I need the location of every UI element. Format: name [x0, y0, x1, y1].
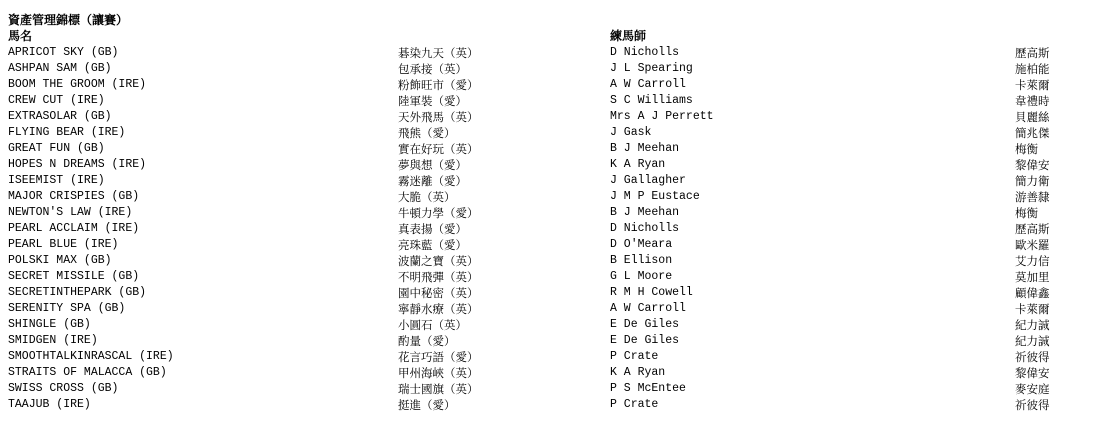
- horse-name: SMOOTHTALKINRASCAL (IRE): [8, 350, 174, 363]
- trainer-name: J L Spearing: [610, 62, 693, 75]
- trainer-chinese-name: 紀力誠: [1015, 318, 1050, 332]
- table-row: [0, 301, 1096, 317]
- table-row: [0, 365, 1096, 381]
- horse-chinese-name: 飛熊（愛）: [398, 126, 456, 140]
- table-row: [0, 349, 1096, 365]
- trainer-name: S C Williams: [610, 94, 693, 107]
- table-row: [0, 221, 1096, 237]
- trainer-name: J Gask: [610, 126, 652, 139]
- trainer-name: K A Ryan: [610, 366, 666, 379]
- horse-name: SERENITY SPA (GB): [8, 302, 126, 315]
- horse-chinese-name: 包承接（英）: [398, 62, 467, 76]
- table-row: [0, 285, 1096, 301]
- horse-name: PEARL ACCLAIM (IRE): [8, 222, 140, 235]
- horse-name: POLSKI MAX (GB): [8, 254, 112, 267]
- table-row: [0, 109, 1096, 125]
- trainer-chinese-name: 韋禮時: [1015, 94, 1050, 108]
- horse-name: FLYING BEAR (IRE): [8, 126, 126, 139]
- horse-chinese-name: 波蘭之寶（英）: [398, 254, 479, 268]
- horse-chinese-name: 小圓石（英）: [398, 318, 467, 332]
- trainer-chinese-name: 施柏能: [1015, 62, 1050, 76]
- horse-name: PEARL BLUE (IRE): [8, 238, 119, 251]
- trainer-chinese-name: 游善隸: [1015, 190, 1050, 204]
- horse-name: SMIDGEN (IRE): [8, 334, 98, 347]
- trainer-chinese-name: 簡兆傑: [1015, 126, 1050, 140]
- horse-name: GREAT FUN (GB): [8, 142, 105, 155]
- trainer-chinese-name: 黎偉安: [1015, 366, 1050, 380]
- table-row: [0, 157, 1096, 173]
- table-row: [0, 253, 1096, 269]
- trainer-name: D Nicholls: [610, 222, 680, 235]
- trainer-column-header: 練馬師: [610, 29, 647, 43]
- trainer-chinese-name: 歷高斯: [1015, 222, 1050, 236]
- horse-name: SWISS CROSS (GB): [8, 382, 119, 395]
- table-row: [0, 397, 1096, 413]
- horse-name: TAAJUB (IRE): [8, 398, 91, 411]
- trainer-chinese-name: 歷高斯: [1015, 46, 1050, 60]
- table-row: [0, 45, 1096, 61]
- trainer-name: R M H Cowell: [610, 286, 693, 299]
- table-row: [0, 173, 1096, 189]
- trainer-name: J Gallagher: [610, 174, 686, 187]
- table-row: [0, 317, 1096, 333]
- table-row: [0, 237, 1096, 253]
- horse-chinese-name: 天外飛馬（英）: [398, 110, 479, 124]
- trainer-chinese-name: 卡萊爾: [1015, 302, 1050, 316]
- trainer-name: E De Giles: [610, 334, 680, 347]
- table-row: [0, 77, 1096, 93]
- trainer-chinese-name: 歐米羅: [1015, 238, 1050, 252]
- horse-name: SHINGLE (GB): [8, 318, 91, 331]
- horse-chinese-name: 實在好玩（英）: [398, 142, 479, 156]
- trainer-name: E De Giles: [610, 318, 680, 331]
- trainer-chinese-name: 黎偉安: [1015, 158, 1050, 172]
- horse-chinese-name: 陸軍裝（愛）: [398, 94, 467, 108]
- trainer-chinese-name: 梅衡: [1015, 206, 1038, 220]
- table-row: [0, 269, 1096, 285]
- horse-chinese-name: 牛頓力學（愛）: [398, 206, 479, 220]
- horse-chinese-name: 亮珠藍（愛）: [398, 238, 467, 252]
- horse-name: APRICOT SKY (GB): [8, 46, 119, 59]
- trainer-name: P Crate: [610, 350, 659, 363]
- horse-name: EXTRASOLAR (GB): [8, 110, 112, 123]
- horse-name: HOPES N DREAMS (IRE): [8, 158, 147, 171]
- table-row: [0, 189, 1096, 205]
- trainer-name: B J Meehan: [610, 142, 680, 155]
- trainer-name: K A Ryan: [610, 158, 666, 171]
- trainer-chinese-name: 顧偉鑫: [1015, 286, 1050, 300]
- horse-chinese-name: 真表揚（愛）: [398, 222, 467, 236]
- trainer-chinese-name: 祈彼得: [1015, 398, 1050, 412]
- horse-chinese-name: 霧迷離（愛）: [398, 174, 467, 188]
- trainer-chinese-name: 艾力信: [1015, 254, 1050, 268]
- trainer-chinese-name: 簡力衛: [1015, 174, 1050, 188]
- horse-chinese-name: 寧靜水療（英）: [398, 302, 479, 316]
- trainer-chinese-name: 莫加里: [1015, 270, 1050, 284]
- horse-name: CREW CUT (IRE): [8, 94, 105, 107]
- trainer-chinese-name: 貝麗絲: [1015, 110, 1050, 124]
- table-row: [0, 333, 1096, 349]
- table-row: [0, 381, 1096, 397]
- horse-name: ISEEMIST (IRE): [8, 174, 105, 187]
- horse-name: SECRET MISSILE (GB): [8, 270, 140, 283]
- table-row: [0, 205, 1096, 221]
- trainer-name: B J Meehan: [610, 206, 680, 219]
- horse-chinese-name: 園中秘密（英）: [398, 286, 479, 300]
- horse-chinese-name: 酌量（愛）: [398, 334, 456, 348]
- horse-name: NEWTON'S LAW (IRE): [8, 206, 133, 219]
- trainer-name: D Nicholls: [610, 46, 680, 59]
- trainer-name: D O'Meara: [610, 238, 673, 251]
- horse-chinese-name: 瑞士國旗（英）: [398, 382, 479, 396]
- table-row: [0, 141, 1096, 157]
- horse-chinese-name: 夢與想（愛）: [398, 158, 467, 172]
- trainer-chinese-name: 梅衡: [1015, 142, 1038, 156]
- trainer-name: A W Carroll: [610, 302, 686, 315]
- trainer-name: Mrs A J Perrett: [610, 110, 714, 123]
- trainer-name: P Crate: [610, 398, 659, 411]
- horse-chinese-name: 挺進（愛）: [398, 398, 456, 412]
- trainer-chinese-name: 麥安庭: [1015, 382, 1050, 396]
- trainer-name: B Ellison: [610, 254, 673, 267]
- horse-chinese-name: 甲州海峽（英）: [398, 366, 479, 380]
- table-row: [0, 61, 1096, 77]
- trainer-name: G L Moore: [610, 270, 673, 283]
- horse-name: STRAITS OF MALACCA (GB): [8, 366, 167, 379]
- horse-name: SECRETINTHEPARK (GB): [8, 286, 147, 299]
- trainer-name: P S McEntee: [610, 382, 686, 395]
- horse-chinese-name: 粉飾旺市（愛）: [398, 78, 479, 92]
- table-row: [0, 125, 1096, 141]
- horse-name: BOOM THE GROOM (IRE): [8, 78, 147, 91]
- trainer-chinese-name: 卡萊爾: [1015, 78, 1050, 92]
- horse-chinese-name: 不明飛彈（英）: [398, 270, 479, 284]
- trainer-chinese-name: 紀力誠: [1015, 334, 1050, 348]
- page-title: 資產管理錦標（讓賽）: [8, 13, 129, 27]
- entries-table: [0, 45, 1096, 413]
- trainer-name: J M P Eustace: [610, 190, 700, 203]
- trainer-chinese-name: 祈彼得: [1015, 350, 1050, 364]
- horse-chinese-name: 碁染九天（英）: [398, 46, 479, 60]
- table-row: [0, 93, 1096, 109]
- horse-chinese-name: 大脆（英）: [398, 190, 456, 204]
- horse-name: MAJOR CRISPIES (GB): [8, 190, 140, 203]
- horse-name: ASHPAN SAM (GB): [8, 62, 112, 75]
- horse-column-header: 馬名: [8, 29, 33, 43]
- horse-chinese-name: 花言巧語（愛）: [398, 350, 479, 364]
- trainer-name: A W Carroll: [610, 78, 686, 91]
